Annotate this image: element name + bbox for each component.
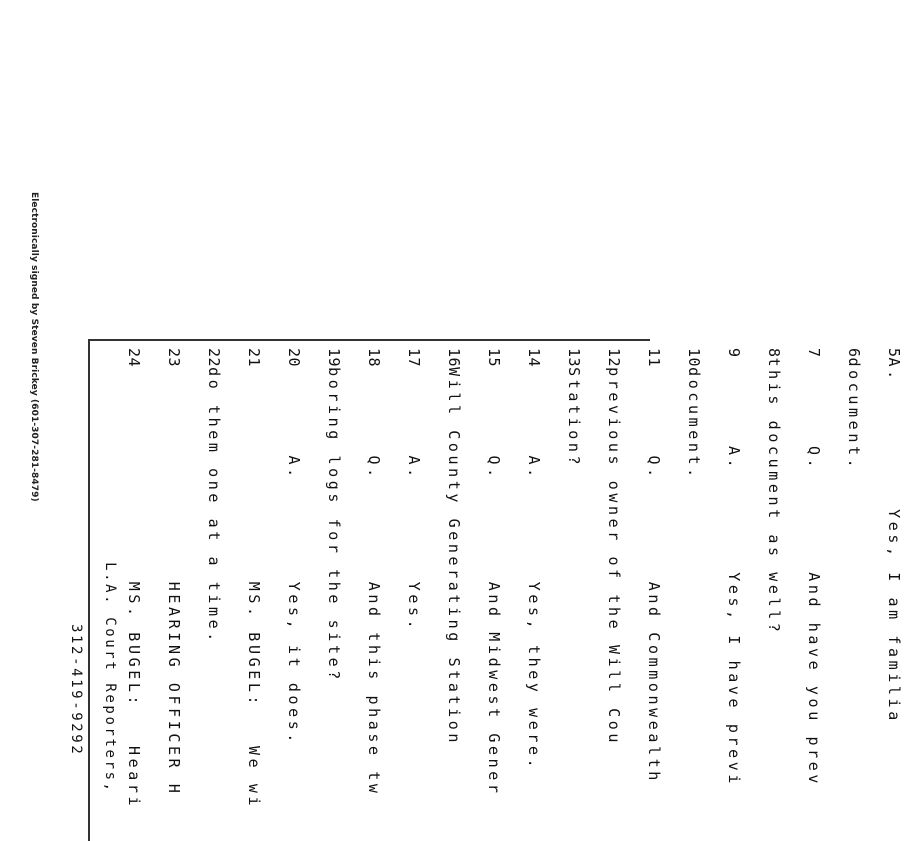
line-number: 9 xyxy=(725,348,743,358)
line-text: A. Yes. xyxy=(405,367,423,633)
transcript-line xyxy=(546,348,586,808)
line-text: Q. And Commonwealth xyxy=(645,367,663,784)
line-text: HEARING OFFICER H xyxy=(165,367,183,797)
e-signature-notice: Electronically signed by Steven Brickey (601-307-281-8479) xyxy=(29,192,39,502)
court-reporter-name: L.A. Court Reporters, xyxy=(102,562,118,794)
transcript-line xyxy=(826,348,866,808)
transcript-line xyxy=(146,348,186,808)
line-number: 8 xyxy=(765,348,783,358)
line-number: 12 xyxy=(605,348,623,368)
line-number: 24 xyxy=(125,348,143,368)
transcript-line xyxy=(466,348,506,808)
transcript-line xyxy=(626,348,666,808)
line-text: document. xyxy=(685,367,703,481)
line-text: boring logs for the site? xyxy=(325,367,343,683)
court-reporter-phone: 312-419-9292 xyxy=(68,624,84,757)
line-number: 6 xyxy=(845,348,863,358)
page-footer xyxy=(50,540,135,800)
line-number: 14 xyxy=(525,348,543,368)
line-number: 16 xyxy=(445,348,463,368)
line-text: do them one at a time. xyxy=(205,367,223,645)
line-text: A. Yes, I have previ xyxy=(725,357,743,787)
line-text: Q. And have you prev xyxy=(805,357,823,787)
transcript-line xyxy=(346,348,386,808)
transcript-line xyxy=(866,348,906,808)
transcript-line xyxy=(186,348,226,808)
transcript-line xyxy=(226,348,266,808)
line-number: 17 xyxy=(405,348,423,368)
transcript-body xyxy=(106,348,906,808)
line-number: 19 xyxy=(325,348,343,368)
transcript-line xyxy=(586,348,626,808)
line-number: 22 xyxy=(205,348,223,368)
line-text: A. Yes, they were. xyxy=(525,367,543,772)
line-number: 5 xyxy=(885,348,903,358)
line-number: 10 xyxy=(685,348,703,368)
line-number: 7 xyxy=(805,348,823,358)
line-text: this document as well? xyxy=(765,357,783,636)
line-text: Will County Generating Station xyxy=(445,367,463,746)
transcript-line xyxy=(426,348,466,808)
transcript-line xyxy=(666,348,706,808)
line-number: 15 xyxy=(485,348,503,368)
line-number: 23 xyxy=(165,348,183,368)
transcript-line xyxy=(386,348,426,808)
line-text: A. Yes, I am familia xyxy=(885,357,903,724)
line-text: MS. BUGEL: We wi xyxy=(245,367,263,810)
transcript-line xyxy=(506,348,546,808)
transcript-line xyxy=(746,348,786,808)
transcript-line xyxy=(786,348,826,808)
line-number: 18 xyxy=(365,348,383,368)
line-text: document. xyxy=(845,357,863,472)
line-text: A. Yes, it does. xyxy=(285,367,303,746)
line-text: Station? xyxy=(565,367,583,469)
line-text: previous owner of the Will Cou xyxy=(605,367,623,746)
line-number: 20 xyxy=(285,348,303,368)
line-number: 11 xyxy=(645,348,663,368)
line-text: MS. BUGEL: Heari xyxy=(125,367,143,810)
line-text: Q. And this phase tw xyxy=(365,367,383,797)
transcript-line xyxy=(306,348,346,808)
transcript-line xyxy=(706,348,746,808)
line-text: Q. And Midwest Gener xyxy=(485,367,503,797)
line-number: 13 xyxy=(565,348,583,368)
line-number: 21 xyxy=(245,348,263,368)
transcript-line xyxy=(266,348,306,808)
